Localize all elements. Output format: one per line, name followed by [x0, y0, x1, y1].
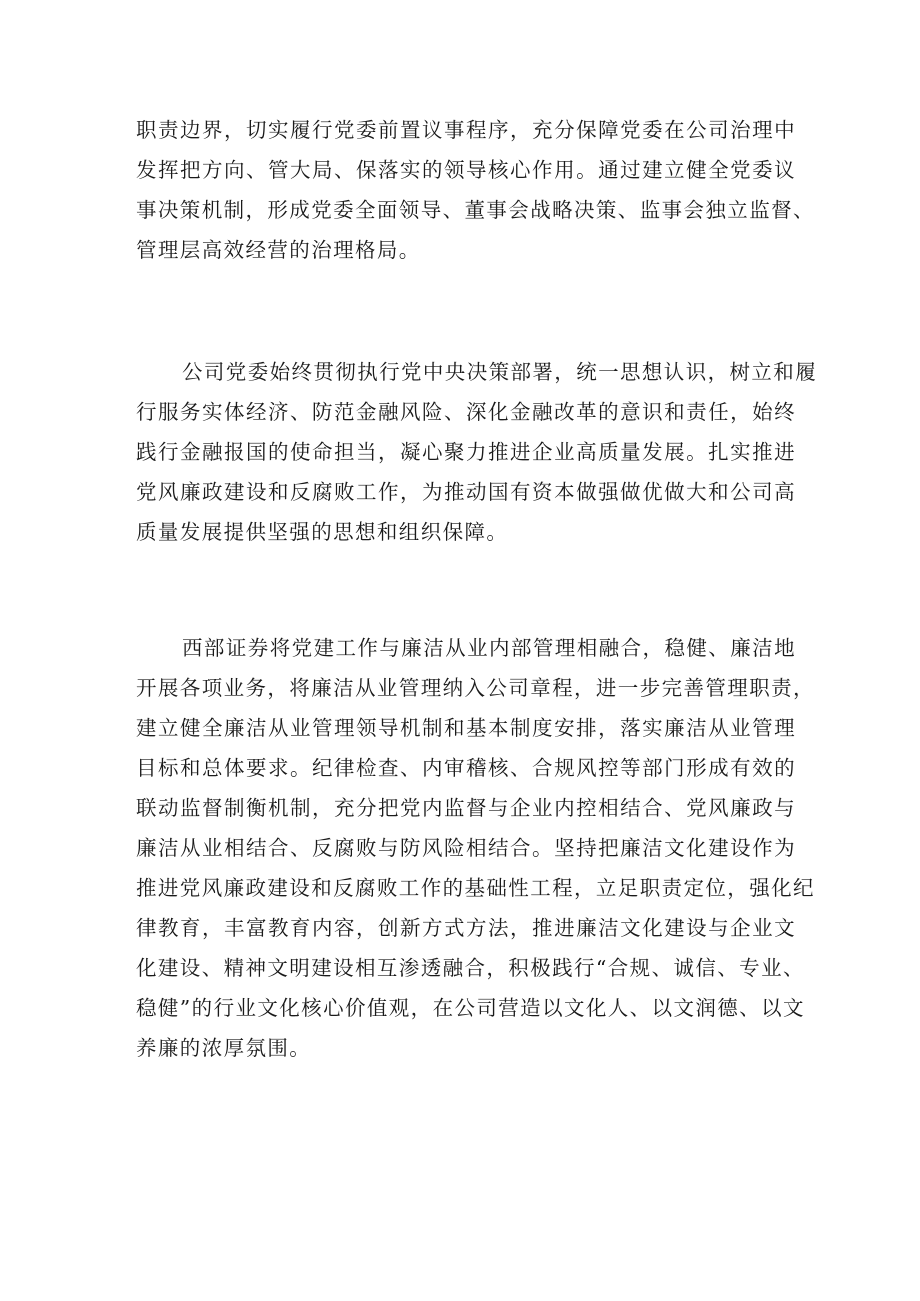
text-line: 联动监督制衡机制，充分把党内监督与企业内控相结合、党风廉政与	[136, 796, 796, 820]
text-line: 稳健”的行业文化核心价值观，在公司营造以文化人、以文润德、以文	[136, 996, 805, 1020]
text-line: 化建设、精神文明建设相互渗透融合，积极践行“合规、诚信、专业、	[136, 956, 805, 980]
text-line: 律教育，丰富教育内容，创新方式方法，推进廉洁文化建设与企业文	[136, 916, 796, 940]
text-line: 质量发展提供坚强的思想和组织保障。	[136, 520, 509, 544]
text-line: 养廉的浓厚氛围。	[136, 1036, 312, 1060]
text-line: 廉洁从业相结合、反腐败与防风险相结合。坚持把廉洁文化建设作为	[136, 836, 796, 860]
text-line: 西部证券将党建工作与廉洁从业内部管理相融合，稳健、廉洁地	[182, 636, 796, 660]
text-line: 践行金融报国的使命担当，凝心聚力推进企业高质量发展。扎实推进	[136, 440, 796, 464]
text-line: 事决策机制，形成党委全面领导、董事会战略决策、监事会独立监督、	[136, 198, 815, 222]
text-line: 开展各项业务，将廉洁从业管理纳入公司章程，进一步完善管理职责，	[136, 676, 815, 700]
text-line: 公司党委始终贯彻执行党中央决策部署，统一思想认识，树立和履	[182, 360, 818, 384]
paragraph-3	[136, 628, 815, 1068]
text-line: 党风廉政建设和反腐败工作，为推动国有资本做强做优做大和公司高	[136, 480, 796, 504]
text-line: 发挥把方向、管大局、保落实的领导核心作用。通过建立健全党委议	[136, 158, 796, 182]
paragraph-2	[136, 352, 818, 552]
paragraph-1	[136, 110, 815, 270]
text-line: 推进党风廉政建设和反腐败工作的基础性工程，立足职责定位，强化纪	[136, 876, 815, 900]
text-line: 行服务实体经济、防范金融风险、深化金融改革的意识和责任，始终	[136, 400, 796, 424]
text-line: 目标和总体要求。纪律检查、内审稽核、合规风控等部门形成有效的	[136, 756, 796, 780]
text-line: 职责边界，切实履行党委前置议事程序，充分保障党委在公司治理中	[136, 118, 796, 142]
text-line: 管理层高效经营的治理格局。	[136, 238, 421, 262]
text-line: 建立健全廉洁从业管理领导机制和基本制度安排，落实廉洁从业管理	[136, 716, 796, 740]
